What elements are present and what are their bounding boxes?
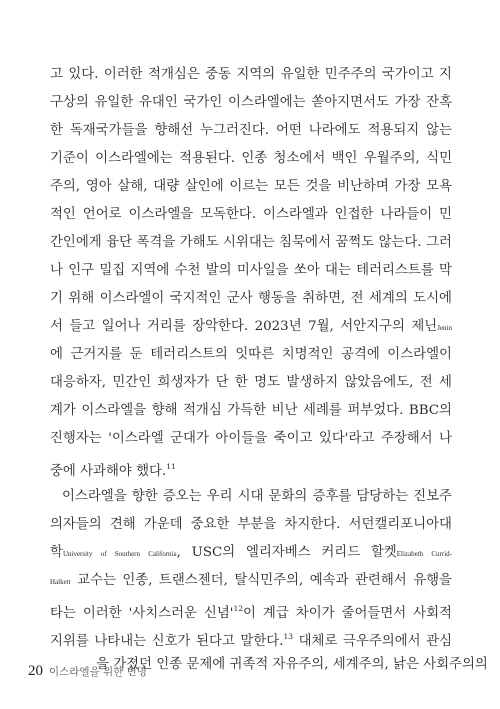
gloss-subscript: University of Southern California [62, 550, 177, 558]
text-line: 기 위해 이스라엘이 국지적인 군사 행동을 취하면, 전 세계의 도시에 [50, 291, 452, 306]
text-line [50, 543, 452, 564]
footnote-ref: 12 [233, 604, 244, 613]
footnote-ref: 11 [166, 462, 176, 471]
text-line: 을 가졌던 인종 문제에 귀족적 자유주의, 세계주의, 낡은 사회주의의 [96, 657, 488, 672]
gloss-subscript: Halkett [50, 578, 71, 586]
text-line: 의자들의 견해 가운데 중요한 부분을 차지한다. 서던캘리포니아대 [50, 517, 452, 532]
text-line: 구상의 유일한 유대인 국가인 이스라엘에는 쏟아지면서도 가장 잔혹 [50, 95, 452, 110]
text-segment: 타는 이러한 '사치스러운 신념' [50, 606, 234, 621]
text-segment: 교수는 인종, 트랜스젠더, 탈식민주의, 예속과 관련해서 유행을 [70, 573, 452, 588]
text-line: 간인에게 융단 폭격을 가해도 시위대는 침묵에서 꿈쩍도 않는다. 그러 [50, 235, 452, 250]
text-line: 나 인구 밀집 지역에 수천 발의 미사일을 쏘아 대는 테러리스트를 막 [50, 263, 452, 278]
text-segment: , USC의 엘리자베스 커리드 할켓 [176, 545, 397, 560]
text-line: 고 있다. 이러한 적개심은 중동 지역의 유일한 민주주의 국가이고 지 [50, 67, 452, 82]
running-title: 이스라엘을 위한 변명 [49, 666, 147, 678]
text-line [50, 627, 452, 652]
text-line [50, 571, 452, 592]
text-line: 진행자는 '이스라엘 군대가 아이들을 죽이고 있다'라고 주장해서 나 [50, 431, 452, 446]
page-number: 20 [28, 663, 43, 679]
gloss-subscript: Elizabeth Currid- [396, 550, 452, 558]
text-line: 주의, 영아 살해, 대량 살인에 이르는 모든 것을 비난하며 가장 모욕 [50, 179, 452, 194]
text-segment: 대체로 극우주의에서 관심 [293, 634, 453, 649]
text-segment: 이 계급 차이가 줄어들면서 사회적 [243, 606, 452, 621]
text-line: 계가 이스라엘을 향해 적개심 가득한 비난 세례를 퍼부었다. BBC의 [50, 403, 452, 418]
text-segment: 중에 사과해야 했다. [50, 464, 167, 479]
text-segment: 지위를 나타내는 신호가 된다고 말한다. [50, 634, 284, 649]
text-segment: 서 들고 일어나 거리를 장악한다. 2023년 7월, 서안지구의 제닌 [50, 319, 438, 334]
text-line: 에 근거지를 둔 테러리스트의 잇따른 치명적인 공격에 이스라엘이 [50, 347, 452, 362]
text-line: 이스라엘을 향한 증오는 우리 시대 문화의 증후를 담당하는 진보주 [62, 489, 452, 504]
text-line [50, 317, 452, 338]
text-segment: 학 [50, 545, 63, 560]
text-line: 한 독재국가들을 향해선 누그러진다. 어떤 나라에도 적용되지 않는 [50, 123, 452, 138]
gloss-subscript: Jenin [437, 324, 452, 332]
text-line [50, 457, 452, 482]
text-line: 적인 언어로 이스라엘을 모독한다. 이스라엘과 인접한 나라들이 민 [50, 207, 452, 222]
text-line: 대응하자, 민간인 희생자가 단 한 명도 발생하지 않았음에도, 전 세 [50, 375, 452, 390]
page-footer [28, 660, 147, 680]
text-line: 기준이 이스라엘에는 적용된다. 인종 청소에서 백인 우월주의, 식민 [50, 151, 452, 166]
text-line [50, 599, 452, 624]
footnote-ref: 13 [283, 632, 294, 641]
